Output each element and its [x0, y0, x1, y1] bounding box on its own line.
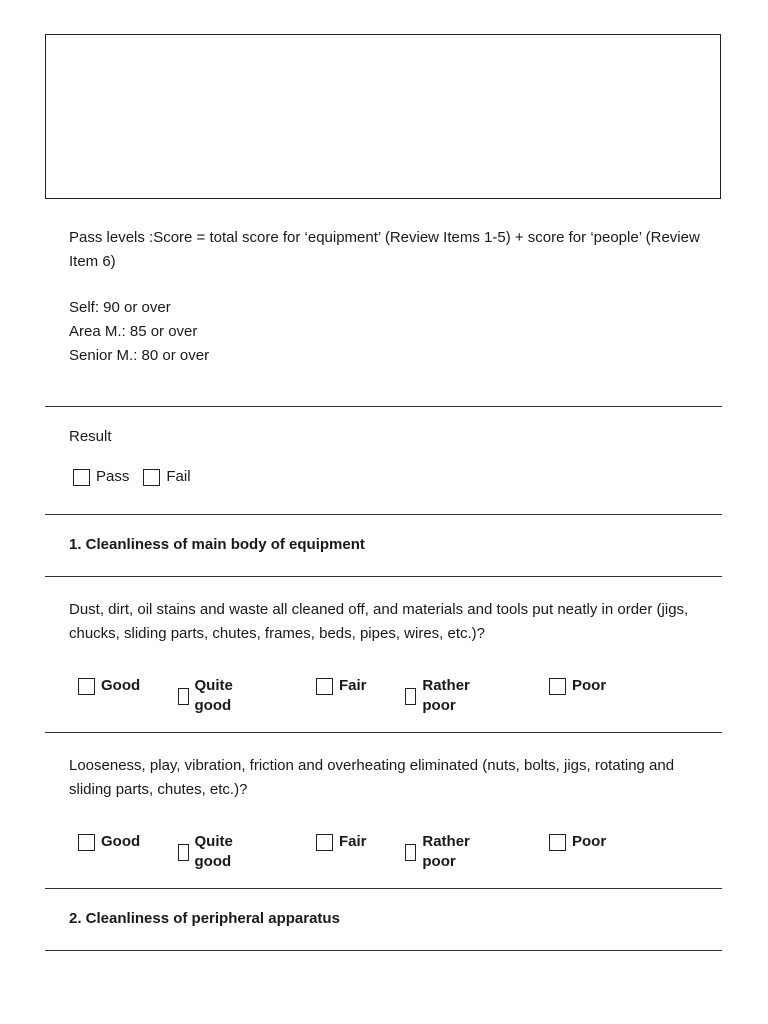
rating-option-good[interactable] — [78, 832, 140, 852]
rating-label: Quite good — [194, 677, 233, 714]
pass-levels-text: Pass levels :Score = total score for ‘equipment’ (Review Items 1-5) + score for ‘people’ (Review Item 6) — [69, 229, 700, 270]
rating-option-rather-poor[interactable] — [405, 676, 476, 716]
rating-label: Fair — [339, 833, 367, 850]
rating-option-good[interactable] — [78, 676, 140, 696]
rating-option-poor[interactable] — [549, 676, 606, 696]
rather-poor-checkbox[interactable] — [405, 844, 416, 861]
fair-checkbox[interactable] — [316, 678, 333, 695]
good-checkbox[interactable] — [78, 678, 95, 695]
section-title-2: 2. Cleanliness of peripheral apparatus — [69, 910, 340, 927]
question-1-2: Looseness, play, vibration, friction and overheating eliminated (nuts, bolts, jigs, rotating and sliding parts, chutes, etc.)? — [69, 757, 675, 798]
divider — [45, 732, 722, 733]
rating-option-quite-good[interactable] — [178, 676, 239, 716]
result-options — [73, 467, 191, 487]
divider — [45, 514, 722, 515]
rating-label: Poor — [572, 677, 607, 694]
threshold-self: Self: 90 or over — [69, 299, 171, 316]
pass-thresholds — [69, 296, 709, 368]
pass-label: Pass — [96, 468, 130, 485]
rating-label: Poor — [572, 833, 607, 850]
poor-checkbox[interactable] — [549, 678, 566, 695]
result-option-fail[interactable] — [143, 467, 190, 487]
rating-option-fair[interactable] — [316, 676, 367, 696]
good-checkbox[interactable] — [78, 834, 95, 851]
divider — [45, 406, 722, 407]
question-1-1: Dust, dirt, oil stains and waste all cleaned off, and materials and tools put neatly in order (jigs, chucks, sliding parts, chutes, frames, beds, pipes, wires, etc.)? — [69, 601, 689, 642]
quite-good-checkbox[interactable] — [178, 844, 189, 861]
rating-option-fair[interactable] — [316, 832, 367, 852]
fail-label: Fail — [166, 468, 191, 485]
fail-checkbox[interactable] — [143, 469, 160, 486]
rating-option-quite-good[interactable] — [178, 832, 239, 872]
threshold-senior-manager: Senior M.: 80 or over — [69, 347, 210, 364]
quite-good-checkbox[interactable] — [178, 688, 189, 705]
poor-checkbox[interactable] — [549, 834, 566, 851]
pass-checkbox[interactable] — [73, 469, 90, 486]
rating-label: Rather poor — [422, 677, 470, 714]
divider — [45, 888, 722, 889]
header-box — [45, 34, 721, 199]
rather-poor-checkbox[interactable] — [405, 688, 416, 705]
rating-label: Quite good — [194, 833, 233, 870]
rating-label: Good — [101, 677, 141, 694]
result-label: Result — [69, 428, 112, 445]
rating-label: Rather poor — [422, 833, 470, 870]
rating-option-rather-poor[interactable] — [405, 832, 476, 872]
result-option-pass[interactable] — [73, 467, 129, 487]
divider — [45, 576, 722, 577]
divider — [45, 950, 722, 951]
threshold-area-manager: Area M.: 85 or over — [69, 323, 198, 340]
rating-label: Good — [101, 833, 141, 850]
fair-checkbox[interactable] — [316, 834, 333, 851]
section-title-1: 1. Cleanliness of main body of equipment — [69, 536, 365, 553]
rating-label: Fair — [339, 677, 367, 694]
rating-option-poor[interactable] — [549, 832, 606, 852]
